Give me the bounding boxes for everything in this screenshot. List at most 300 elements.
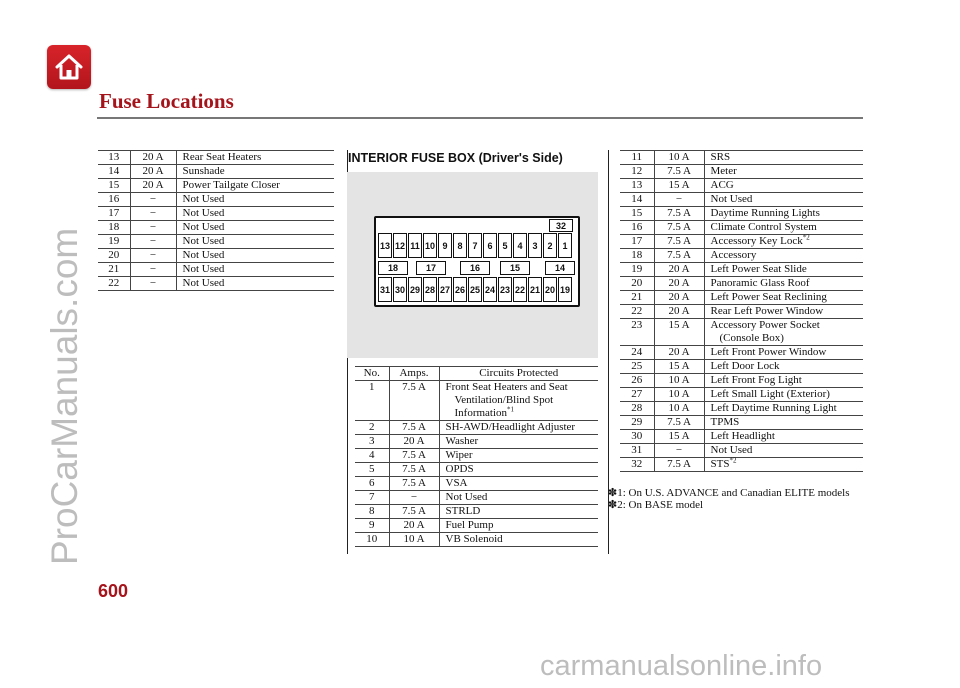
page-number: 600	[98, 581, 129, 601]
fuse-circuit	[704, 458, 863, 472]
fuse-amps	[389, 491, 439, 505]
fuse-circuit	[176, 193, 334, 207]
fuse-amps	[130, 221, 176, 235]
fuse-circuit	[439, 477, 598, 491]
table-row	[620, 360, 863, 374]
fuse-number	[620, 346, 654, 360]
table-row	[98, 263, 334, 277]
fuse-circuit-text: Not Used	[182, 249, 225, 261]
fuse-circuit-cont: Ventilation/Blind Spot	[454, 394, 554, 406]
fuse-circuit-cont: Information	[454, 407, 508, 419]
table-row	[620, 458, 863, 472]
fuse-amps	[654, 249, 704, 263]
fuse-circuit-text: Accessory Power Socket	[710, 319, 820, 331]
table-row	[355, 435, 598, 449]
fuse-circuit-text: Front Seat Heaters and Seat	[445, 381, 568, 393]
table-row	[355, 491, 598, 505]
fuse-number	[355, 381, 389, 421]
fuse-number	[620, 458, 654, 472]
table-row	[620, 221, 863, 235]
fuse-circuit	[704, 305, 863, 319]
fuse-number	[620, 263, 654, 277]
fuse-amps-text: 7.5 A	[667, 165, 691, 177]
fuse-circuit-text: Left Power Seat Reclining	[710, 291, 827, 303]
fuse-amps	[654, 319, 704, 346]
watermark-bottom: carmanualsonline.info	[540, 650, 823, 682]
fuse-amps	[654, 374, 704, 388]
fuse-circuit	[439, 449, 598, 463]
footnote-mark: *2	[802, 233, 810, 242]
table-row	[620, 207, 863, 221]
left-fuse-table	[98, 150, 334, 291]
fuse-slot: 16	[460, 261, 490, 275]
fuse-number-text: 15	[108, 179, 120, 191]
table-row	[98, 165, 334, 179]
fuse-number	[620, 388, 654, 402]
fuse-circuit-text: Not Used	[182, 263, 225, 275]
home-button[interactable]	[47, 45, 91, 89]
fuse-number	[620, 165, 654, 179]
fuse-circuit	[704, 402, 863, 416]
fuse-amps	[654, 151, 704, 165]
fuse-number	[98, 207, 130, 221]
fuse-number	[355, 421, 389, 435]
section-title: INTERIOR FUSE BOX (Driver's Side)	[348, 151, 563, 165]
fuse-number-text: 17	[108, 207, 120, 219]
fuse-circuit-text: Left Door Lock	[710, 360, 780, 372]
fuse-number	[620, 444, 654, 458]
footnote-mark: *2	[729, 456, 737, 465]
fuse-amps-text: 10 A	[668, 151, 690, 163]
fuse-amps-text: 15 A	[668, 179, 690, 191]
fuse-number	[620, 402, 654, 416]
fuse-number-text: 3	[369, 435, 375, 447]
fuse-amps	[654, 235, 704, 249]
fuse-circuit-text: Left Front Power Window	[710, 346, 827, 358]
table-row	[620, 193, 863, 207]
fuse-circuit-text: VB Solenoid	[445, 533, 503, 545]
fuse-circuit	[704, 374, 863, 388]
fuse-number	[98, 193, 130, 207]
table-row	[620, 374, 863, 388]
fuse-circuit	[176, 235, 334, 249]
fuse-number	[620, 207, 654, 221]
fuse-circuit	[176, 249, 334, 263]
fuse-amps-text: 7.5 A	[667, 249, 691, 261]
fuse-circuit-text: Daytime Running Lights	[710, 207, 820, 219]
fuse-circuit	[704, 277, 863, 291]
footnote-1: ✽1: On U.S. ADVANCE and Canadian ELITE models	[608, 487, 850, 499]
table-row	[355, 449, 598, 463]
fuse-circuit	[439, 519, 598, 533]
fuse-number-text: 20	[631, 277, 643, 289]
fuse-number	[620, 416, 654, 430]
fuse-number	[620, 374, 654, 388]
fuse-amps	[654, 416, 704, 430]
fuse-circuit	[439, 505, 598, 519]
fuse-amps-text: 7.5 A	[667, 235, 691, 247]
fuse-number	[620, 179, 654, 193]
fuse-amps	[654, 346, 704, 360]
footnote-2: ✽2: On BASE model	[608, 499, 704, 511]
fuse-circuit	[439, 435, 598, 449]
table-row	[98, 151, 334, 165]
fuse-circuit-text: Accessory Key Lock	[710, 235, 803, 247]
table-row	[98, 277, 334, 291]
fuse-amps	[389, 477, 439, 491]
fuse-circuit	[704, 388, 863, 402]
fuse-circuit	[704, 165, 863, 179]
fuse-amps	[389, 463, 439, 477]
fuse-number-text: 23	[631, 319, 643, 331]
fuse-number	[620, 430, 654, 444]
fuse-amps-text: −	[675, 444, 683, 456]
fuse-slot: 27	[438, 277, 452, 302]
fuse-number-text: 21	[631, 291, 643, 303]
fuse-number	[355, 463, 389, 477]
fuse-number-text: 19	[108, 235, 120, 247]
header-no: No.	[355, 367, 389, 381]
fuse-number-text: 30	[631, 430, 643, 442]
table-row	[98, 207, 334, 221]
table-row	[355, 533, 598, 547]
fuse-circuit	[176, 221, 334, 235]
fuse-circuit	[439, 533, 598, 547]
fuse-amps	[130, 249, 176, 263]
fuse-number-text: 7	[369, 491, 375, 503]
fuse-number	[355, 505, 389, 519]
fuse-circuit-text: Rear Left Power Window	[710, 305, 824, 317]
fuse-number-text: 22	[108, 277, 120, 289]
fuse-circuit	[704, 207, 863, 221]
fuse-slot: 15	[500, 261, 530, 275]
fuse-number-text: 14	[108, 165, 120, 177]
table-row	[620, 291, 863, 305]
table-row	[355, 519, 598, 533]
fuse-circuit-text: Not Used	[710, 444, 753, 456]
fuse-amps-text: 20 A	[668, 263, 690, 275]
fuse-slot: 26	[453, 277, 467, 302]
fuse-circuit-text: SH-AWD/Headlight Adjuster	[445, 421, 576, 433]
fuse-circuit-text: Left Front Fog Light	[710, 374, 802, 386]
fuse-number	[620, 360, 654, 374]
fuse-number-text: 29	[631, 416, 643, 428]
fuse-slot: 10	[423, 233, 437, 258]
fuse-number	[355, 477, 389, 491]
fuse-circuit	[704, 263, 863, 277]
fuse-circuit	[704, 235, 863, 249]
fuse-amps	[389, 381, 439, 421]
fuse-number	[620, 221, 654, 235]
fuse-amps	[654, 207, 704, 221]
fuse-slot: 25	[468, 277, 482, 302]
fuse-number	[98, 249, 130, 263]
fuse-amps	[130, 151, 176, 165]
fuse-number-text: 10	[366, 533, 378, 545]
fuse-number-text: 18	[108, 221, 120, 233]
table-row	[620, 151, 863, 165]
fuse-amps	[654, 165, 704, 179]
fuse-amps-text: 10 A	[668, 388, 690, 400]
fuse-amps-text: −	[675, 193, 683, 205]
fuse-circuit	[704, 319, 863, 346]
fuse-amps-text: 20 A	[142, 179, 164, 191]
fuse-number-text: 27	[631, 388, 643, 400]
fuse-amps-text: −	[149, 235, 157, 247]
table-row	[620, 305, 863, 319]
fuse-circuit-text: Sunshade	[182, 165, 225, 177]
fuse-amps-text: 7.5 A	[402, 421, 426, 433]
fuse-circuit-text: STS	[710, 458, 730, 470]
fuse-amps-text: 20 A	[403, 435, 425, 447]
table-row	[355, 463, 598, 477]
fuse-amps-text: 10 A	[668, 402, 690, 414]
fuse-slot: 23	[498, 277, 512, 302]
fuse-amps-text: 20 A	[142, 165, 164, 177]
fuse-number-text: 20	[108, 249, 120, 261]
fuse-circuit	[439, 381, 598, 421]
fuse-circuit	[704, 179, 863, 193]
fuse-slot: 9	[438, 233, 452, 258]
fuse-circuit	[704, 291, 863, 305]
table-row	[620, 165, 863, 179]
fuse-number	[355, 449, 389, 463]
fuse-circuit-text: OPDS	[445, 463, 474, 475]
fuse-number	[620, 291, 654, 305]
fuse-circuit	[176, 277, 334, 291]
fuse-amps-text: 20 A	[668, 305, 690, 317]
fuse-slot: 12	[393, 233, 407, 258]
fuse-number-text: 14	[631, 193, 643, 205]
fuse-circuit-text: Wiper	[445, 449, 473, 461]
fuse-number	[98, 263, 130, 277]
footnote-mark: *1	[507, 405, 515, 414]
fuse-amps	[654, 179, 704, 193]
table-row	[355, 381, 598, 421]
fuse-amps	[389, 505, 439, 519]
fuse-number-text: 26	[631, 374, 643, 386]
fuse-circuit-text: TPMS	[710, 416, 740, 428]
fuse-amps-text: 7.5 A	[402, 463, 426, 475]
fuse-number	[620, 305, 654, 319]
fuse-number-text: 2	[369, 421, 375, 433]
fuse-circuit-text: Fuel Pump	[445, 519, 494, 531]
fuse-slot: 13	[378, 233, 392, 258]
fuse-amps	[130, 179, 176, 193]
table-row	[355, 505, 598, 519]
fuse-number-text: 1	[369, 381, 375, 393]
watermark-side: ProCarManuals.com	[44, 227, 85, 565]
fuse-amps-text: 20 A	[668, 346, 690, 358]
fuse-circuit	[176, 207, 334, 221]
fuse-amps-text: 7.5 A	[667, 416, 691, 428]
fuse-number	[620, 235, 654, 249]
fuse-slot: 11	[408, 233, 422, 258]
fuse-circuit	[704, 346, 863, 360]
fuse-number-text: 8	[369, 505, 375, 517]
fuse-number	[620, 249, 654, 263]
fuse-circuit-text: Left Small Light (Exterior)	[710, 388, 830, 400]
table-row	[620, 430, 863, 444]
fuse-circuit-text: Not Used	[182, 235, 225, 247]
fuse-circuit-text: Left Daytime Running Light	[710, 402, 837, 414]
fuse-slot: 18	[378, 261, 408, 275]
right-fuse-table	[620, 150, 863, 472]
fuse-slot: 20	[543, 277, 557, 302]
fuse-circuit-text: Left Power Seat Slide	[710, 263, 807, 275]
fuse-amps-text: 20 A	[142, 151, 164, 163]
fuse-amps	[654, 263, 704, 277]
fuse-slot: 21	[528, 277, 542, 302]
fuse-circuit-text: Meter	[710, 165, 737, 177]
fuse-number-text: 31	[631, 444, 643, 456]
fuse-circuit	[704, 444, 863, 458]
table-row	[620, 346, 863, 360]
table-row	[620, 249, 863, 263]
table-row	[98, 221, 334, 235]
fuse-amps-text: −	[149, 249, 157, 261]
fuse-number-text: 25	[631, 360, 643, 372]
fuse-slot: 24	[483, 277, 497, 302]
fuse-number	[620, 151, 654, 165]
fuse-number	[620, 277, 654, 291]
fuse-number-text: 32	[631, 458, 643, 470]
fuse-amps	[654, 402, 704, 416]
fuse-amps-text: 15 A	[668, 360, 690, 372]
fuse-slot: 31	[378, 277, 392, 302]
table-row	[98, 193, 334, 207]
fuse-slot: 8	[453, 233, 467, 258]
fuse-circuit-text: Rear Seat Heaters	[182, 151, 262, 163]
fuse-amps-text: 7.5 A	[667, 458, 691, 470]
fuse-circuit-text: Not Used	[182, 193, 225, 205]
fuse-amps-text: 15 A	[668, 430, 690, 442]
fuse-amps	[654, 388, 704, 402]
fuse-number-text: 17	[631, 235, 643, 247]
fuse-number	[355, 435, 389, 449]
fuse-number	[355, 533, 389, 547]
fuse-amps	[389, 421, 439, 435]
fuse-slot: 1	[558, 233, 572, 258]
fuse-circuit	[176, 165, 334, 179]
fuse-number-text: 16	[108, 193, 120, 205]
home-icon	[54, 53, 84, 81]
page-title: Fuse Locations	[99, 89, 234, 113]
fuse-slot: 30	[393, 277, 407, 302]
fuse-number-text: 13	[631, 179, 643, 191]
table-row	[620, 235, 863, 249]
fuse-circuit	[176, 263, 334, 277]
fuse-amps-text: 7.5 A	[402, 505, 426, 517]
fuse-slot: 22	[513, 277, 527, 302]
fuse-amps-text: −	[410, 491, 418, 503]
fuse-slot: 19	[558, 277, 572, 302]
fuse-circuit-text: Climate Control System	[710, 221, 817, 233]
interior-fuse-table	[355, 366, 598, 547]
fuse-circuit	[704, 221, 863, 235]
fuse-amps-text: 15 A	[668, 319, 690, 331]
table-row	[98, 249, 334, 263]
fuse-circuit	[704, 249, 863, 263]
table-row	[98, 179, 334, 193]
fuse-circuit-text: ACG	[710, 179, 734, 191]
fuse-amps	[654, 305, 704, 319]
fuse-amps	[130, 165, 176, 179]
fuse-amps	[130, 263, 176, 277]
fuse-amps	[654, 430, 704, 444]
fuse-amps-text: 20 A	[668, 277, 690, 289]
fuse-slot: 5	[498, 233, 512, 258]
fuse-number-text: 6	[369, 477, 375, 489]
fuse-circuit	[439, 421, 598, 435]
fuse-number	[620, 193, 654, 207]
fuse-amps	[654, 277, 704, 291]
fuse-number-text: 19	[631, 263, 643, 275]
fuse-circuit-text: Power Tailgate Closer	[182, 179, 280, 191]
fuse-amps-text: 7.5 A	[402, 477, 426, 489]
fuse-circuit-text: Not Used	[182, 207, 225, 219]
fuse-number-text: 12	[631, 165, 643, 177]
fuse-number-text: 18	[631, 249, 643, 261]
fuse-amps-text: −	[149, 221, 157, 233]
fuse-slot: 14	[545, 261, 575, 275]
table-row	[620, 388, 863, 402]
fuse-amps-text: −	[149, 193, 157, 205]
fuse-circuit	[439, 491, 598, 505]
fuse-circuit-text: Not Used	[710, 193, 753, 205]
fuse-amps	[654, 291, 704, 305]
fuse-circuit-text: STRLD	[445, 505, 481, 517]
fuse-number	[98, 151, 130, 165]
table-row	[620, 277, 863, 291]
fuse-circuit-text: Not Used	[445, 491, 488, 503]
fuse-amps	[654, 444, 704, 458]
fuse-amps-text: 7.5 A	[402, 449, 426, 461]
fuse-number-text: 24	[631, 346, 643, 358]
fuse-slot: 3	[528, 233, 542, 258]
table-row	[355, 421, 598, 435]
fuse-amps	[654, 360, 704, 374]
table-row	[620, 416, 863, 430]
fuse-number	[355, 519, 389, 533]
fuse-number-text: 9	[369, 519, 375, 531]
fuse-amps	[389, 449, 439, 463]
table-row	[355, 477, 598, 491]
table-row	[620, 402, 863, 416]
footnotes	[608, 487, 858, 511]
title-divider	[97, 117, 863, 119]
fuse-slot: 32	[549, 219, 573, 232]
header-circuit: Circuits Protected	[439, 367, 598, 381]
fuse-amps	[389, 533, 439, 547]
fuse-amps	[654, 458, 704, 472]
table-row	[620, 263, 863, 277]
fuse-amps	[389, 435, 439, 449]
fuse-number	[98, 221, 130, 235]
fuse-amps-text: −	[149, 277, 157, 289]
fuse-number	[98, 277, 130, 291]
fuse-number-text: 28	[631, 402, 643, 414]
fuse-slot: 6	[483, 233, 497, 258]
fuse-amps-text: 7.5 A	[402, 381, 426, 393]
fuse-slot: 4	[513, 233, 527, 258]
fuse-amps	[130, 193, 176, 207]
fuse-number	[98, 179, 130, 193]
fuse-number-text: 4	[369, 449, 375, 461]
fuse-amps-text: −	[149, 207, 157, 219]
fuse-amps	[654, 193, 704, 207]
table-row	[620, 179, 863, 193]
